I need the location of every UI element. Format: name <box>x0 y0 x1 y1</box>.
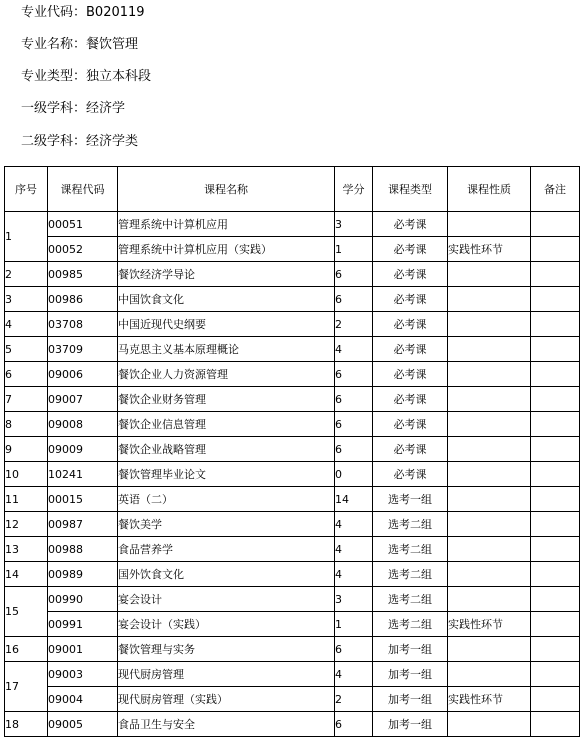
table-row <box>5 487 580 512</box>
course-code-cell: 00989 <box>48 562 118 587</box>
course-name-cell: 食品营养学 <box>118 537 335 562</box>
course-name-cell: 餐饮管理毕业论文 <box>118 462 335 487</box>
table-row <box>5 312 580 337</box>
col-header-name: 课程名称 <box>118 167 335 212</box>
course-nature-cell <box>448 312 531 337</box>
note-cell <box>531 212 580 237</box>
note-cell <box>531 687 580 712</box>
program-name-line <box>21 37 138 53</box>
course-code-cell: 00051 <box>48 212 118 237</box>
credit-cell: 6 <box>335 362 373 387</box>
table-row <box>5 337 580 362</box>
course-type-cell: 选考一组 <box>373 487 448 512</box>
table-row <box>5 212 580 237</box>
course-name-cell: 餐饮企业财务管理 <box>118 387 335 412</box>
seq-cell: 4 <box>5 312 48 337</box>
course-name-cell: 餐饮企业信息管理 <box>118 412 335 437</box>
course-code-cell: 00988 <box>48 537 118 562</box>
course-name-cell: 管理系统中计算机应用（实践） <box>118 237 335 262</box>
secondary-discipline-line <box>21 134 138 150</box>
course-nature-cell <box>448 262 531 287</box>
course-type-cell: 必考课 <box>373 462 448 487</box>
seq-cell: 16 <box>5 637 48 662</box>
col-header-type: 课程类型 <box>373 167 448 212</box>
course-nature-cell <box>448 212 531 237</box>
col-header-seq: 序号 <box>5 167 48 212</box>
course-nature-cell <box>448 462 531 487</box>
course-type-cell: 必考课 <box>373 337 448 362</box>
table-row <box>5 587 580 612</box>
table-row <box>5 687 580 712</box>
table-row <box>5 712 580 737</box>
course-code-cell: 00015 <box>48 487 118 512</box>
credit-cell: 3 <box>335 587 373 612</box>
course-name-cell: 宴会设计（实践） <box>118 612 335 637</box>
table-row <box>5 237 580 262</box>
course-nature-cell <box>448 437 531 462</box>
course-type-cell: 选考二组 <box>373 537 448 562</box>
course-name-cell: 马克思主义基本原理概论 <box>118 337 335 362</box>
course-type-cell: 必考课 <box>373 412 448 437</box>
seq-cell: 11 <box>5 487 48 512</box>
seq-cell: 1 <box>5 212 48 262</box>
seq-cell: 10 <box>5 462 48 487</box>
course-code-cell: 00990 <box>48 587 118 612</box>
credit-cell: 6 <box>335 637 373 662</box>
primary-discipline-line <box>21 101 125 117</box>
course-type-cell: 必考课 <box>373 312 448 337</box>
course-code-cell: 09004 <box>48 687 118 712</box>
course-nature-cell: 实践性环节 <box>448 687 531 712</box>
table-row <box>5 262 580 287</box>
seq-cell: 8 <box>5 412 48 437</box>
program-type-value: 独立本科段 <box>86 69 152 84</box>
course-code-cell: 09008 <box>48 412 118 437</box>
course-code-cell: 09009 <box>48 437 118 462</box>
note-cell <box>531 487 580 512</box>
course-type-cell: 必考课 <box>373 387 448 412</box>
course-code-cell: 10241 <box>48 462 118 487</box>
course-type-cell: 必考课 <box>373 437 448 462</box>
note-cell <box>531 262 580 287</box>
course-name-cell: 现代厨房管理（实践） <box>118 687 335 712</box>
credit-cell: 4 <box>335 662 373 687</box>
seq-cell: 18 <box>5 712 48 737</box>
note-cell <box>531 337 580 362</box>
table-row <box>5 387 580 412</box>
course-nature-cell <box>448 362 531 387</box>
course-nature-cell <box>448 512 531 537</box>
course-code-cell: 09007 <box>48 387 118 412</box>
note-cell <box>531 637 580 662</box>
course-nature-cell <box>448 412 531 437</box>
course-name-cell: 中国饮食文化 <box>118 287 335 312</box>
note-cell <box>531 712 580 737</box>
course-type-cell: 加考一组 <box>373 662 448 687</box>
table-row <box>5 412 580 437</box>
program-code-label: 专业代码： <box>21 5 87 20</box>
course-type-cell: 必考课 <box>373 262 448 287</box>
course-nature-cell <box>448 287 531 312</box>
course-name-cell: 食品卫生与安全 <box>118 712 335 737</box>
table-row <box>5 512 580 537</box>
course-name-cell: 餐饮美学 <box>118 512 335 537</box>
course-name-cell: 管理系统中计算机应用 <box>118 212 335 237</box>
primary-discipline-label: 一级学科： <box>21 101 87 116</box>
program-code-line <box>21 5 145 21</box>
credit-cell: 3 <box>335 212 373 237</box>
program-code-value: B020119 <box>86 5 145 20</box>
credit-cell: 6 <box>335 437 373 462</box>
course-table <box>4 166 580 737</box>
seq-cell: 17 <box>5 662 48 712</box>
course-nature-cell <box>448 387 531 412</box>
course-name-cell: 现代厨房管理 <box>118 662 335 687</box>
seq-cell: 6 <box>5 362 48 387</box>
course-name-cell: 宴会设计 <box>118 587 335 612</box>
col-header-nature: 课程性质 <box>448 167 531 212</box>
table-header-row <box>5 167 580 212</box>
course-type-cell: 必考课 <box>373 287 448 312</box>
seq-cell: 15 <box>5 587 48 637</box>
course-name-cell: 餐饮管理与实务 <box>118 637 335 662</box>
credit-cell: 4 <box>335 562 373 587</box>
course-nature-cell <box>448 662 531 687</box>
note-cell <box>531 612 580 637</box>
course-nature-cell <box>448 637 531 662</box>
course-code-cell: 00987 <box>48 512 118 537</box>
note-cell <box>531 287 580 312</box>
course-name-cell: 国外饮食文化 <box>118 562 335 587</box>
seq-cell: 13 <box>5 537 48 562</box>
program-name-label: 专业名称： <box>21 37 87 52</box>
table-row <box>5 637 580 662</box>
credit-cell: 4 <box>335 512 373 537</box>
note-cell <box>531 412 580 437</box>
table-row <box>5 537 580 562</box>
course-name-cell: 餐饮企业人力资源管理 <box>118 362 335 387</box>
note-cell <box>531 387 580 412</box>
course-code-cell: 00052 <box>48 237 118 262</box>
credit-cell: 1 <box>335 237 373 262</box>
course-type-cell: 必考课 <box>373 362 448 387</box>
course-nature-cell <box>448 712 531 737</box>
course-nature-cell <box>448 537 531 562</box>
note-cell <box>531 662 580 687</box>
course-nature-cell <box>448 487 531 512</box>
credit-cell: 2 <box>335 687 373 712</box>
course-nature-cell <box>448 337 531 362</box>
note-cell <box>531 562 580 587</box>
course-name-cell: 中国近现代史纲要 <box>118 312 335 337</box>
course-name-cell: 餐饮企业战略管理 <box>118 437 335 462</box>
course-nature-cell <box>448 587 531 612</box>
course-code-cell: 03709 <box>48 337 118 362</box>
table-row <box>5 562 580 587</box>
col-header-note: 备注 <box>531 167 580 212</box>
seq-cell: 14 <box>5 562 48 587</box>
credit-cell: 2 <box>335 312 373 337</box>
course-type-cell: 选考二组 <box>373 512 448 537</box>
credit-cell: 4 <box>335 537 373 562</box>
seq-cell: 9 <box>5 437 48 462</box>
primary-discipline-value: 经济学 <box>86 101 126 116</box>
note-cell <box>531 312 580 337</box>
course-code-cell: 00985 <box>48 262 118 287</box>
course-table-body <box>5 212 580 737</box>
credit-cell: 6 <box>335 412 373 437</box>
program-type-label: 专业类型： <box>21 69 87 84</box>
note-cell <box>531 512 580 537</box>
credit-cell: 6 <box>335 262 373 287</box>
course-nature-cell: 实践性环节 <box>448 237 531 262</box>
seq-cell: 7 <box>5 387 48 412</box>
credit-cell: 0 <box>335 462 373 487</box>
table-row <box>5 612 580 637</box>
course-nature-cell: 实践性环节 <box>448 612 531 637</box>
note-cell <box>531 587 580 612</box>
course-nature-cell <box>448 562 531 587</box>
course-code-cell: 09005 <box>48 712 118 737</box>
table-row <box>5 362 580 387</box>
course-type-cell: 加考一组 <box>373 687 448 712</box>
credit-cell: 1 <box>335 612 373 637</box>
course-type-cell: 选考二组 <box>373 562 448 587</box>
course-type-cell: 必考课 <box>373 212 448 237</box>
note-cell <box>531 537 580 562</box>
note-cell <box>531 237 580 262</box>
course-code-cell: 09001 <box>48 637 118 662</box>
seq-cell: 3 <box>5 287 48 312</box>
program-name-value: 餐饮管理 <box>86 37 139 52</box>
credit-cell: 14 <box>335 487 373 512</box>
course-code-cell: 03708 <box>48 312 118 337</box>
note-cell <box>531 362 580 387</box>
note-cell <box>531 462 580 487</box>
col-header-code: 课程代码 <box>48 167 118 212</box>
credit-cell: 4 <box>335 337 373 362</box>
table-row <box>5 662 580 687</box>
course-code-cell: 00991 <box>48 612 118 637</box>
col-header-credit: 学分 <box>335 167 373 212</box>
course-code-cell: 00986 <box>48 287 118 312</box>
seq-cell: 2 <box>5 262 48 287</box>
secondary-discipline-value: 经济学类 <box>86 134 139 149</box>
course-name-cell: 英语（二） <box>118 487 335 512</box>
course-type-cell: 选考二组 <box>373 587 448 612</box>
course-type-cell: 加考一组 <box>373 637 448 662</box>
table-row <box>5 462 580 487</box>
seq-cell: 5 <box>5 337 48 362</box>
table-row <box>5 287 580 312</box>
course-type-cell: 选考二组 <box>373 612 448 637</box>
credit-cell: 6 <box>335 287 373 312</box>
course-type-cell: 加考一组 <box>373 712 448 737</box>
seq-cell: 12 <box>5 512 48 537</box>
program-type-line <box>21 69 151 85</box>
credit-cell: 6 <box>335 387 373 412</box>
credit-cell: 6 <box>335 712 373 737</box>
course-code-cell: 09003 <box>48 662 118 687</box>
table-row <box>5 437 580 462</box>
course-code-cell: 09006 <box>48 362 118 387</box>
course-type-cell: 必考课 <box>373 237 448 262</box>
secondary-discipline-label: 二级学科： <box>21 134 87 149</box>
course-name-cell: 餐饮经济学导论 <box>118 262 335 287</box>
note-cell <box>531 437 580 462</box>
